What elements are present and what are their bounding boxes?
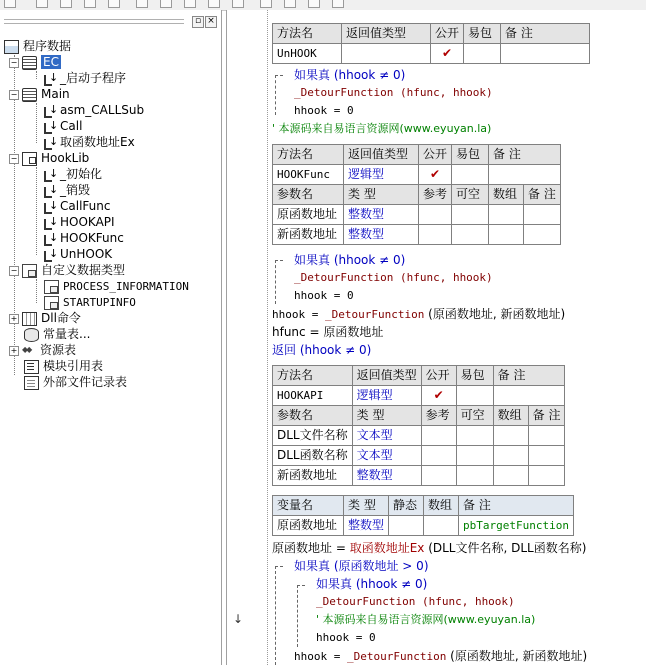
detour-call: _DetourFunction	[324, 308, 425, 321]
tree-line	[36, 71, 37, 79]
assign-statement: hfunc = 原函数地址	[272, 325, 384, 339]
assign-target: hhook =	[294, 650, 347, 663]
tree-label: Main	[41, 87, 70, 101]
assign-statement: hhook = 0	[294, 289, 354, 302]
expand-icon[interactable]: +	[10, 313, 18, 323]
tree-item-resources[interactable]	[9, 342, 76, 358]
col-note: 备 注	[501, 24, 590, 44]
tree-label: CallFunc	[60, 199, 111, 213]
col-note: 备 注	[493, 366, 565, 386]
ref-cell[interactable]	[421, 466, 456, 486]
restore-icon[interactable]: ▫	[192, 16, 204, 28]
subroutine-icon	[44, 137, 56, 149]
col-type: 类 型	[352, 406, 421, 426]
return-statement: 返回 (hhook ≠ 0)	[272, 343, 372, 357]
code-line[interactable]	[294, 648, 587, 664]
struct-icon	[44, 280, 59, 294]
note-cell[interactable]	[528, 426, 565, 446]
unhook-method-table	[272, 23, 590, 64]
toolbar-button-13[interactable]	[308, 0, 320, 8]
col-type: 类 型	[344, 496, 389, 516]
col-public: 公开	[419, 145, 452, 165]
return-type[interactable]: 逻辑型	[344, 165, 419, 185]
tree-item-modules[interactable]	[24, 358, 103, 374]
tree-item-sub[interactable]	[44, 102, 144, 118]
public-check-icon[interactable]: ✔	[419, 165, 452, 185]
method-name[interactable]: HOOKAPI	[273, 386, 353, 406]
external-file-icon	[24, 376, 39, 390]
easy-cell[interactable]	[452, 165, 489, 185]
tree-label: Dll命令	[41, 311, 81, 325]
public-check-icon[interactable]: ✔	[431, 44, 464, 64]
col-return: 返回值类型	[342, 24, 431, 44]
tree-label: HookLib	[41, 151, 90, 165]
param-name[interactable]: 新函数地址	[273, 225, 344, 245]
hookapi-method-table	[272, 365, 565, 486]
array-cell[interactable]	[493, 446, 528, 466]
tree-label: HOOKAPI	[60, 215, 115, 229]
subroutine-icon	[44, 185, 56, 197]
param-type[interactable]: 文本型	[352, 446, 421, 466]
code-line[interactable]	[316, 594, 515, 610]
param-name[interactable]: 原函数地址	[273, 205, 344, 225]
tree-item-sub[interactable]	[44, 214, 115, 230]
return-type[interactable]: 逻辑型	[352, 386, 421, 406]
comment: ' 本源码来自易语言资源网(www.eyuyan.la)	[316, 613, 536, 626]
assembly-icon	[22, 88, 37, 102]
col-easy: 易包	[464, 24, 501, 44]
tree-label: _启动子程序	[60, 71, 127, 85]
tree-item-constants[interactable]	[24, 326, 90, 342]
tree-line	[36, 279, 37, 303]
col-return: 返回值类型	[344, 145, 419, 165]
easy-cell[interactable]	[456, 386, 493, 406]
tree-line	[36, 167, 37, 255]
tree-item-sub[interactable]	[44, 70, 126, 86]
project-tree-panel	[0, 10, 222, 665]
col-easy: 易包	[456, 366, 493, 386]
detour-call: _DetourFunction (hfunc, hhook)	[316, 595, 515, 608]
tree-item-sub[interactable]	[44, 182, 90, 198]
col-method: 方法名	[273, 145, 344, 165]
code-line[interactable]	[272, 540, 586, 556]
note-cell[interactable]	[528, 446, 565, 466]
note-cell[interactable]	[489, 165, 561, 185]
nullable-cell[interactable]	[456, 426, 493, 446]
col-nullable: 可空	[456, 406, 493, 426]
flow-line	[275, 260, 276, 304]
detour-call: _DetourFunction (hfunc, hhook)	[294, 271, 493, 284]
tree-item-ec[interactable]	[9, 54, 61, 70]
flow-line	[275, 75, 283, 76]
note-cell[interactable]	[524, 205, 561, 225]
col-note: 备 注	[524, 185, 561, 205]
assembly-icon	[22, 56, 37, 70]
static-cell[interactable]	[389, 516, 424, 536]
tree-label: 程序数据	[23, 39, 72, 53]
nullable-cell[interactable]	[456, 466, 493, 486]
tree-line	[36, 103, 37, 143]
col-method: 方法名	[273, 24, 342, 44]
col-method: 方法名	[273, 366, 353, 386]
tree-item-struct[interactable]	[44, 278, 189, 294]
param-name[interactable]: DLL文件名称	[273, 426, 353, 446]
col-array: 数组	[493, 406, 528, 426]
collapse-icon[interactable]: −	[10, 153, 18, 163]
hookfunc-method-table	[272, 144, 561, 245]
code-line[interactable]	[316, 576, 427, 592]
tree-item-external[interactable]	[24, 374, 127, 390]
flow-line	[275, 260, 283, 261]
subroutine-icon	[44, 233, 56, 245]
flow-line	[297, 585, 298, 647]
col-type: 类 型	[344, 185, 419, 205]
tree-label: 资源表	[40, 343, 77, 357]
ref-cell[interactable]	[421, 426, 456, 446]
param-type[interactable]: 整数型	[344, 225, 419, 245]
subroutine-icon	[44, 169, 56, 181]
easy-cell[interactable]	[464, 44, 501, 64]
array-cell[interactable]	[489, 225, 524, 245]
toolbar-button-10[interactable]	[232, 0, 244, 8]
class-icon	[22, 152, 37, 166]
toolbar-button-5[interactable]	[108, 0, 120, 8]
tree-label: 取函数地址Ex	[60, 135, 135, 149]
nullable-cell[interactable]	[452, 225, 489, 245]
col-note: 备 注	[528, 406, 565, 426]
col-public: 公开	[421, 366, 456, 386]
col-return: 返回值类型	[352, 366, 421, 386]
var-name[interactable]: 原函数地址	[273, 516, 344, 536]
tree-label: 常量表...	[43, 327, 91, 341]
code-line[interactable]	[294, 270, 493, 286]
tree-label: 模块引用表	[43, 359, 104, 373]
tree-label: 外部文件记录表	[43, 375, 128, 389]
toolbar-button-6[interactable]	[136, 0, 148, 8]
col-var: 变量名	[273, 496, 344, 516]
var-type[interactable]: 整数型	[344, 516, 389, 536]
toolbar-button-9[interactable]	[208, 0, 220, 8]
detour-call: _DetourFunction (hfunc, hhook)	[294, 86, 493, 99]
subroutine-icon	[44, 217, 56, 229]
code-line[interactable]	[294, 252, 405, 268]
flow-line	[275, 566, 276, 665]
note-cell[interactable]	[528, 466, 565, 486]
code-line[interactable]	[316, 630, 376, 646]
assign-statement: hhook = 0	[316, 631, 376, 644]
tree-label: asm_CALLSub	[60, 103, 145, 117]
col-nullable: 可空	[452, 185, 489, 205]
function-call: 取函数地址Ex	[349, 541, 425, 555]
tree-item-sub[interactable]	[44, 246, 112, 262]
var-note[interactable]: pbTargetFunction	[459, 516, 574, 536]
tree-label: PROCESS_INFORMATION	[63, 280, 189, 293]
array-cell[interactable]	[424, 516, 459, 536]
tree-item-main[interactable]	[9, 86, 70, 102]
code-line[interactable]	[272, 306, 565, 322]
subroutine-icon	[44, 249, 56, 261]
panel-header	[0, 10, 221, 30]
method-name[interactable]: HOOKFunc	[273, 165, 344, 185]
flow-line	[275, 566, 283, 567]
nullable-cell[interactable]	[456, 446, 493, 466]
assign-statement: hhook = 0	[294, 104, 354, 117]
param-type[interactable]: 整数型	[352, 466, 421, 486]
module-reference-icon	[24, 360, 39, 374]
toolbar-button-14[interactable]	[332, 0, 344, 8]
if-true-statement: 如果真 (hhook ≠ 0)	[294, 253, 406, 267]
if-true-statement: 如果真 (hhook ≠ 0)	[294, 68, 406, 82]
if-true-statement: 如果真 (hhook ≠ 0)	[316, 577, 428, 591]
assign-target: 原函数地址 =	[272, 541, 350, 555]
tree-item-sub[interactable]	[44, 166, 102, 182]
subroutine-icon	[44, 105, 56, 117]
public-check-icon[interactable]: ✔	[421, 386, 456, 406]
flow-line	[275, 75, 276, 115]
array-cell[interactable]	[493, 466, 528, 486]
param-type[interactable]: 整数型	[344, 205, 419, 225]
col-static: 静态	[389, 496, 424, 516]
note-cell[interactable]	[524, 225, 561, 245]
code-editor[interactable]	[226, 10, 646, 665]
param-type[interactable]: 文本型	[352, 426, 421, 446]
detour-call: _DetourFunction	[346, 650, 447, 663]
datatype-icon	[22, 264, 37, 278]
col-note: 备 注	[459, 496, 574, 516]
col-array: 数组	[424, 496, 459, 516]
ref-cell[interactable]	[421, 446, 456, 466]
nullable-cell[interactable]	[452, 205, 489, 225]
call-args: (原函数地址, 新函数地址)	[424, 307, 566, 321]
ref-cell[interactable]	[419, 225, 452, 245]
toolbar-button-11[interactable]	[260, 0, 272, 8]
call-args: (原函数地址, 新函数地址)	[446, 649, 588, 663]
code-line[interactable]	[294, 67, 405, 83]
collapse-icon[interactable]: −	[10, 57, 18, 67]
close-icon[interactable]: ×	[205, 16, 217, 28]
current-line-arrow-icon: ↓	[233, 612, 244, 626]
toolbar-button-7[interactable]	[160, 0, 172, 8]
collapse-icon[interactable]: −	[10, 265, 18, 275]
return-type[interactable]	[342, 44, 431, 64]
tree-item-sub[interactable]	[44, 134, 135, 150]
code-line[interactable]	[272, 342, 371, 358]
tree-item-datatypes[interactable]	[9, 262, 125, 278]
toolbar-button-1[interactable]	[4, 0, 16, 8]
toolbar-button-12[interactable]	[284, 0, 296, 8]
tree-label: STARTUPINFO	[63, 296, 136, 309]
note-cell[interactable]	[501, 44, 590, 64]
tree-label: _初始化	[60, 167, 103, 181]
tree-label: _销毁	[60, 183, 91, 197]
code-line[interactable]	[272, 324, 383, 340]
tree-item-struct[interactable]	[44, 294, 136, 310]
col-public: 公开	[431, 24, 464, 44]
toolbar-button-2[interactable]	[36, 0, 48, 8]
comment: ' 本源码来自易语言资源网(www.eyuyan.la)	[272, 122, 492, 135]
panel-grip[interactable]	[4, 19, 184, 24]
subroutine-icon	[44, 73, 56, 85]
note-cell[interactable]	[493, 386, 565, 406]
expand-icon[interactable]: +	[10, 345, 18, 355]
ref-cell[interactable]	[419, 205, 452, 225]
code-line[interactable]	[294, 288, 354, 304]
array-cell[interactable]	[489, 205, 524, 225]
subroutine-icon	[44, 201, 56, 213]
program-data-icon	[4, 40, 19, 54]
code-line[interactable]	[316, 612, 535, 628]
flow-line	[297, 585, 305, 586]
array-cell[interactable]	[493, 426, 528, 446]
col-ref: 参考	[419, 185, 452, 205]
code-line[interactable]	[272, 121, 491, 137]
constant-table-icon	[24, 328, 39, 342]
dll-command-icon	[22, 312, 37, 326]
col-array: 数组	[489, 185, 524, 205]
col-ref: 参考	[421, 406, 456, 426]
if-true-statement: 如果真 (原函数地址 > 0)	[294, 559, 429, 573]
param-name[interactable]: DLL函数名称	[273, 446, 353, 466]
struct-icon	[44, 296, 59, 310]
resource-table-icon	[22, 345, 36, 357]
tree-item-sub[interactable]	[44, 230, 124, 246]
call-args: (DLL文件名称, DLL函数名称)	[424, 541, 587, 555]
col-note: 备 注	[489, 145, 561, 165]
tree-item-dll[interactable]	[9, 310, 81, 326]
tree-item-sub[interactable]	[44, 118, 82, 134]
tree-label: Call	[60, 119, 83, 133]
method-name[interactable]: UnHOOK	[273, 44, 342, 64]
collapse-icon[interactable]: −	[10, 89, 18, 99]
toolbar-button-3[interactable]	[60, 0, 72, 8]
tree-label: UnHOOK	[60, 247, 113, 261]
param-name[interactable]: 新函数地址	[273, 466, 353, 486]
col-easy: 易包	[452, 145, 489, 165]
toolbar-button-4[interactable]	[84, 0, 96, 8]
tree-label: HOOKFunc	[60, 231, 124, 245]
code-line[interactable]	[294, 85, 493, 101]
subroutine-icon	[44, 121, 56, 133]
code-line[interactable]	[294, 103, 354, 119]
tree-item-sub[interactable]	[44, 198, 110, 214]
tree-item-hooklib[interactable]	[9, 150, 89, 166]
tree-item-root[interactable]	[4, 38, 71, 54]
tree-label: 自定义数据类型	[41, 263, 126, 277]
toolbar-button-8[interactable]	[184, 0, 196, 8]
col-param: 参数名	[273, 406, 353, 426]
local-variables-table	[272, 495, 574, 536]
code-line[interactable]	[294, 558, 429, 574]
editor-gutter	[227, 10, 268, 665]
tree-label-selected: EC	[43, 55, 59, 69]
col-param: 参数名	[273, 185, 344, 205]
assign-target: hhook =	[272, 308, 325, 321]
tree-line	[14, 55, 15, 375]
